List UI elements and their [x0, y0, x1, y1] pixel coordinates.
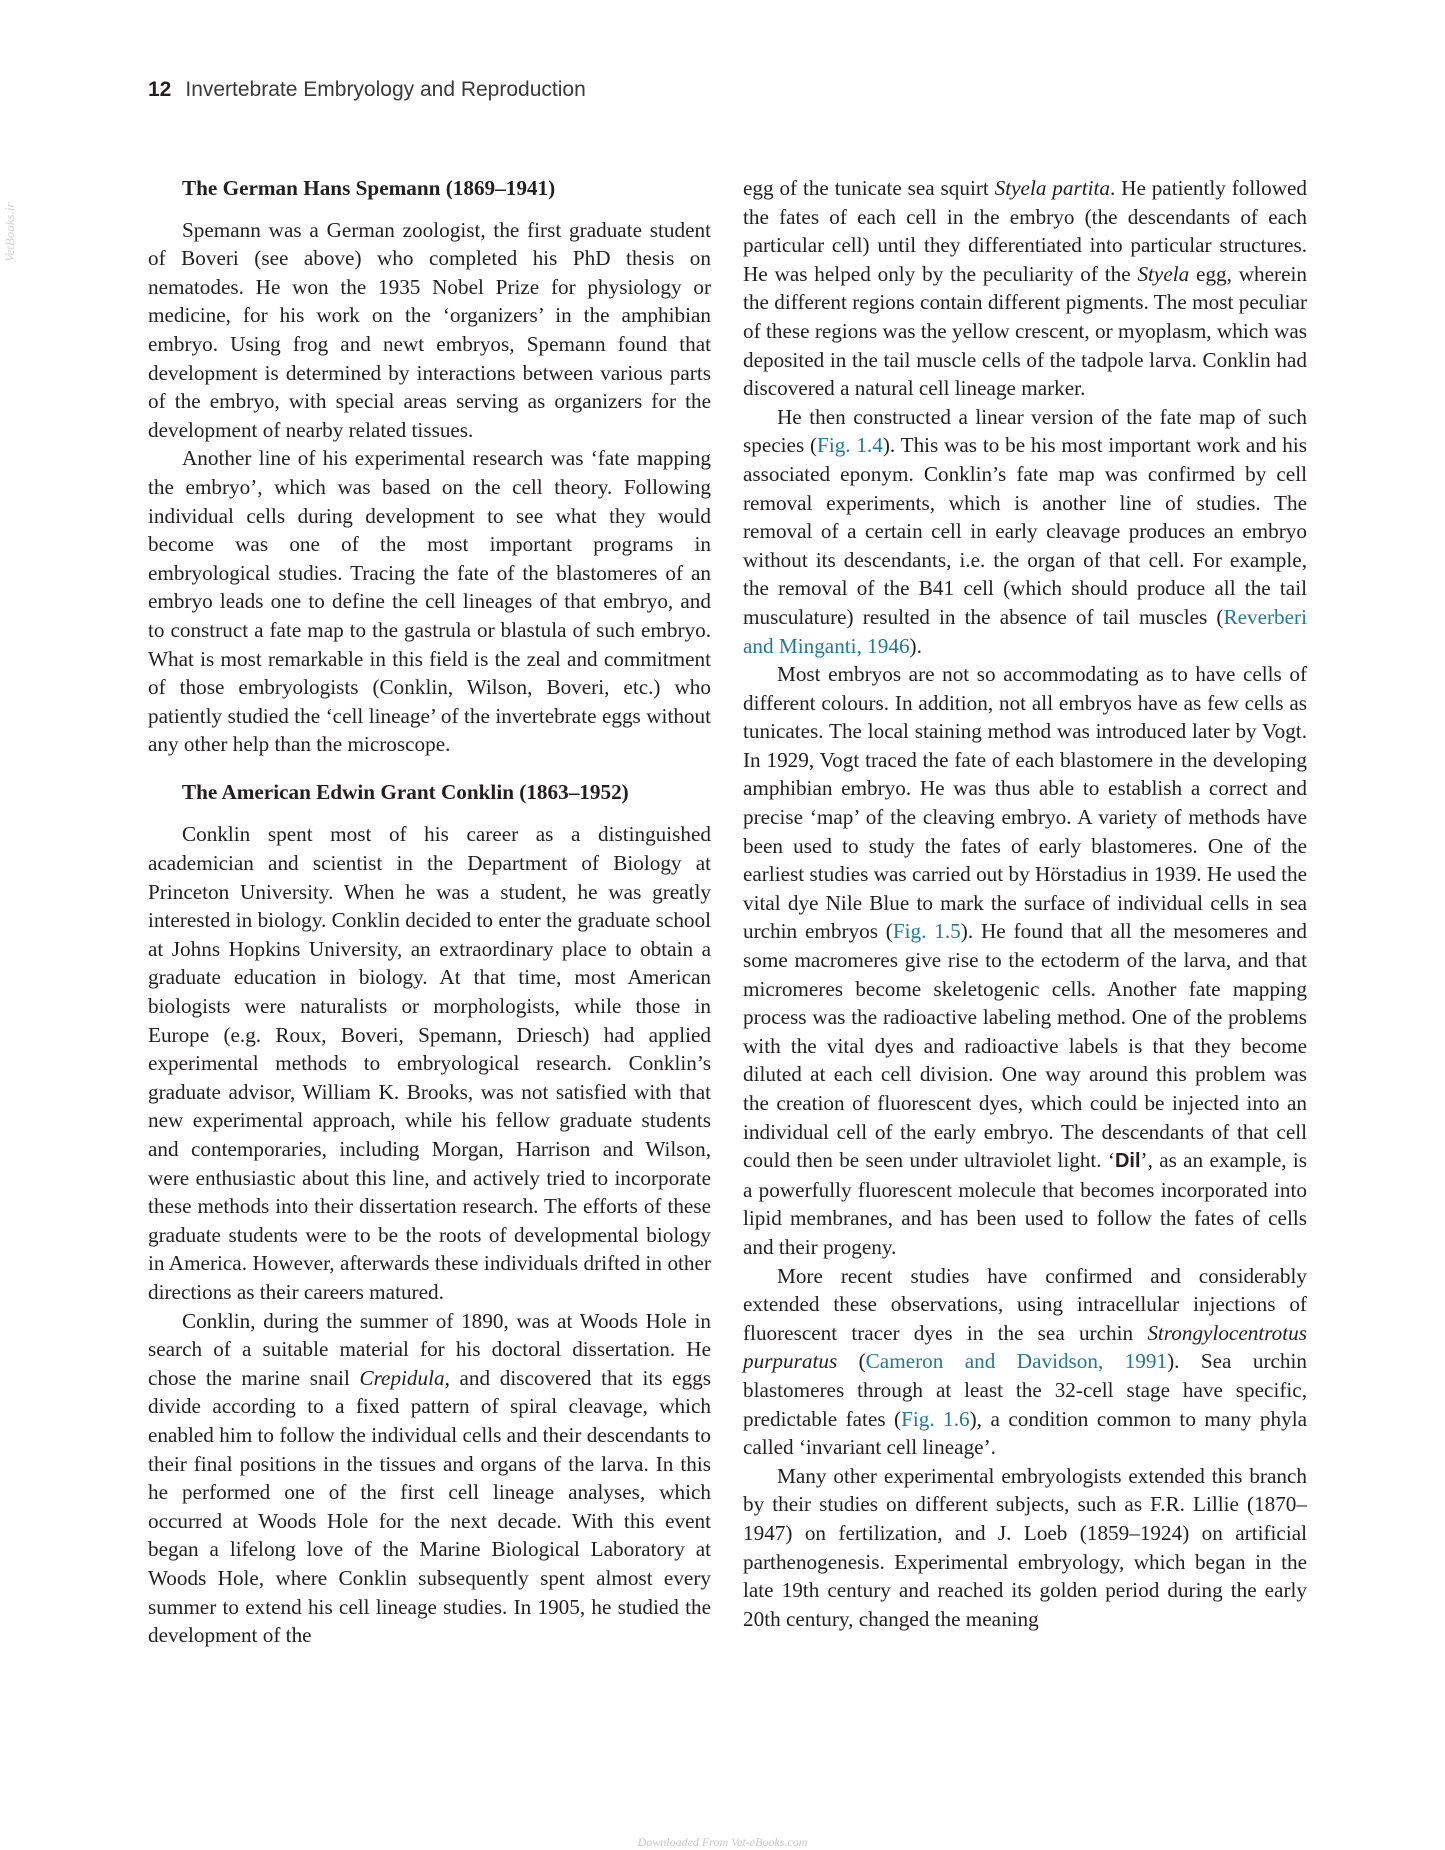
citation-link[interactable]: Cameron and Davidson, 1991	[865, 1349, 1168, 1374]
section-heading-conklin: The American Edwin Grant Conklin (1863–1952)	[182, 779, 629, 804]
bold-term: Dil	[1114, 1150, 1141, 1173]
paragraph: More recent studies have confirmed and considerably extended these observations, using intracellular injections of fluorescent tracer dyes in the sea urchin Strongylocentrotus purpuratus (Cameron and Davidson, 1991). Sea urchin blastomeres through at least the 32-cell stage have specific, predictable fates (Fig. 1.6), a condition common to many phyla called ‘invariant cell lineage’.	[743, 1263, 1307, 1460]
side-watermark: VetBooks.ir	[2, 202, 17, 262]
footer-watermark: Downloaded From Vet-eBooks.com	[637, 1835, 808, 1849]
paragraph: He then constructed a linear version of the fate map of such species (Fig. 1.4). This was to be his most important work and his associated eponym. Conklin’s fate map was confirmed by cell removal experiments, which is another line of studies. The removal of a certain cell in early cleavage produces an embryo without its descendants, i.e. the organ of that cell. For example, the removal of the B41 cell (which should produce all the tail musculature) resulted in the absence of tail muscles (Reverberi and Minganti, 1946).	[743, 404, 1307, 658]
running-title: Invertebrate Embryology and Reproduction	[185, 78, 586, 101]
running-head	[148, 78, 586, 102]
left-column	[148, 174, 711, 1650]
figure-link[interactable]: Fig. 1.6	[901, 1406, 970, 1431]
citation-link[interactable]: Reverberi and Minganti, 1946	[743, 604, 1307, 658]
paragraph: Conklin, during the summer of 1890, was at Woods Hole in search of a suitable material for his doctoral dissertation. He chose the marine snail Crepidula, and discovered that its eggs divide according to a fixed pattern of spiral cleavage, which enabled him to follow the individual cells and their descendants to their final positions in the tissues and organs of the larva. In this he performed one of the first cell lineage analyses, which occurred at Woods Hole for the next decade. With this event began a lifelong love of the Marine Biological Laboratory at Woods Hole, where Conklin subsequently spent almost every summer to extend his cell lineage studies. In 1905, he studied the development of the	[148, 1308, 711, 1648]
species-name: Styela partita	[994, 176, 1110, 200]
species-name: Strongylocentrotus purpuratus	[743, 1320, 1307, 1374]
species-name: Styela	[1137, 261, 1190, 286]
paragraph: egg of the tunicate sea squirt Styela partita. He patiently followed the fates of each cell in the embryo (the descendants of each particular cell) until they differentiated into particular structures. He was helped only by the peculiarity of the Styela egg, wherein the different regions contain different pigments. The most peculiar of these regions was the yellow crescent, or myoplasm, which was deposited in the tail muscle cells of the tadpole larva. Conklin had discovered a natural cell lineage marker.	[743, 176, 1308, 401]
paragraph: Many other experimental embryologists extended this branch by their studies on different subjects, such as F.R. Lillie (1870–1947) on fertilization, and J. Loeb (1859–1924) on artificial parthenogenesis. Experimental embryology, which began in the late 19th century and reached its golden period during the early 20th century, changed the meaning	[743, 1463, 1307, 1631]
figure-link[interactable]: Fig. 1.4	[817, 433, 883, 458]
section-heading-spemann: The German Hans Spemann (1869–1941)	[182, 176, 556, 200]
paragraph: Conklin spent most of his career as a distinguished academician and scientist in the Department of Biology at Princeton University. When he was a student, he was greatly interested in biology. Conklin decided to enter the graduate school at Johns Hopkins University, an extraordinary place to obtain a graduate education in biology. At that time, most American biologists were naturalists or morphologists, while those in Europe (e.g. Roux, Boveri, Spemann, Driesch) had applied experimental methods to embryological research. Conklin’s graduate advisor, William K. Brooks, was not satisfied with that new experimental approach, while his fellow graduate students and contemporaries, including Morgan, Harrison and Wilson, were enthusiastic about this line, and actively tried to incorporate these methods into their dissertation research. The efforts of these graduate students were to be the roots of developmental biology in America. However, afterwards these individuals drifted in other directions as their careers matured.	[148, 822, 711, 1304]
paragraph: Another line of his experimental research was ‘fate mapping the embryo’, which was based on the cell theory. Following individual cells during development to see what they would become was one of the most important programs in embryological studies. Tracing the fate of the blastomeres of an embryo leads one to define the cell lineages of that embryo, and to construct a fate map to the gastrula or blastula of such embryo. What is most remarkable in this field is the zeal and commitment of those embryologists (Conklin, Wilson, Boveri, etc.) who patiently studied the ‘cell lineage’ of the invertebrate eggs without any other help than the microscope.	[148, 446, 711, 757]
page-number: 12	[148, 78, 172, 101]
figure-link[interactable]: Fig. 1.5	[892, 919, 961, 944]
paragraph: Most embryos are not so accommodating as to have cells of different colours. In addition, not all embryos have as few cells as tunicates. The local staining method was introduced later by Vogt. In 1929, Vogt traced the fate of each blastomere in the developing amphibian embryo. He was thus able to establish a correct and precise ‘map’ of the cleaving embryo. A variety of methods have been used to study the fates of early blastomeres. One of the earliest studies was carried out by Hörstadius in 1939. He used the vital dye Nile Blue to mark the surface of individual cells in sea urchin embryos (Fig. 1.5). He found that all the mesomeres and some macromeres give rise to the ectoderm of the larva, and that micromeres become skeletogenic cells. Another fate mapping process was the radioactive labeling method. One of the problems with the vital dyes and radioactive labels is that they become diluted at each cell division. One way around this problem was the creation of fluorescent dyes, which could be injected into an individual cell of the early embryo. The descendants of that cell could then be seen under ultraviolet light. ‘Dil’, as an example, is a powerfully fluorescent molecule that becomes incorporated into lipid membranes, and has been used to follow the fates of cells and their progeny.	[743, 662, 1307, 1259]
paragraph: Spemann was a German zoologist, the first graduate student of Boveri (see above) who completed his PhD thesis on nematodes. He won the 1935 Nobel Prize for physiology or medicine, for his work on the ‘organizers’ in the amphibian embryo. Using frog and newt embryos, Spemann found that development is determined by interactions between various parts of the embryo, with special areas serving as organizers for the development of nearby related tissues.	[148, 217, 711, 442]
right-column	[743, 174, 1307, 1633]
species-name: Crepidula	[359, 1365, 445, 1390]
